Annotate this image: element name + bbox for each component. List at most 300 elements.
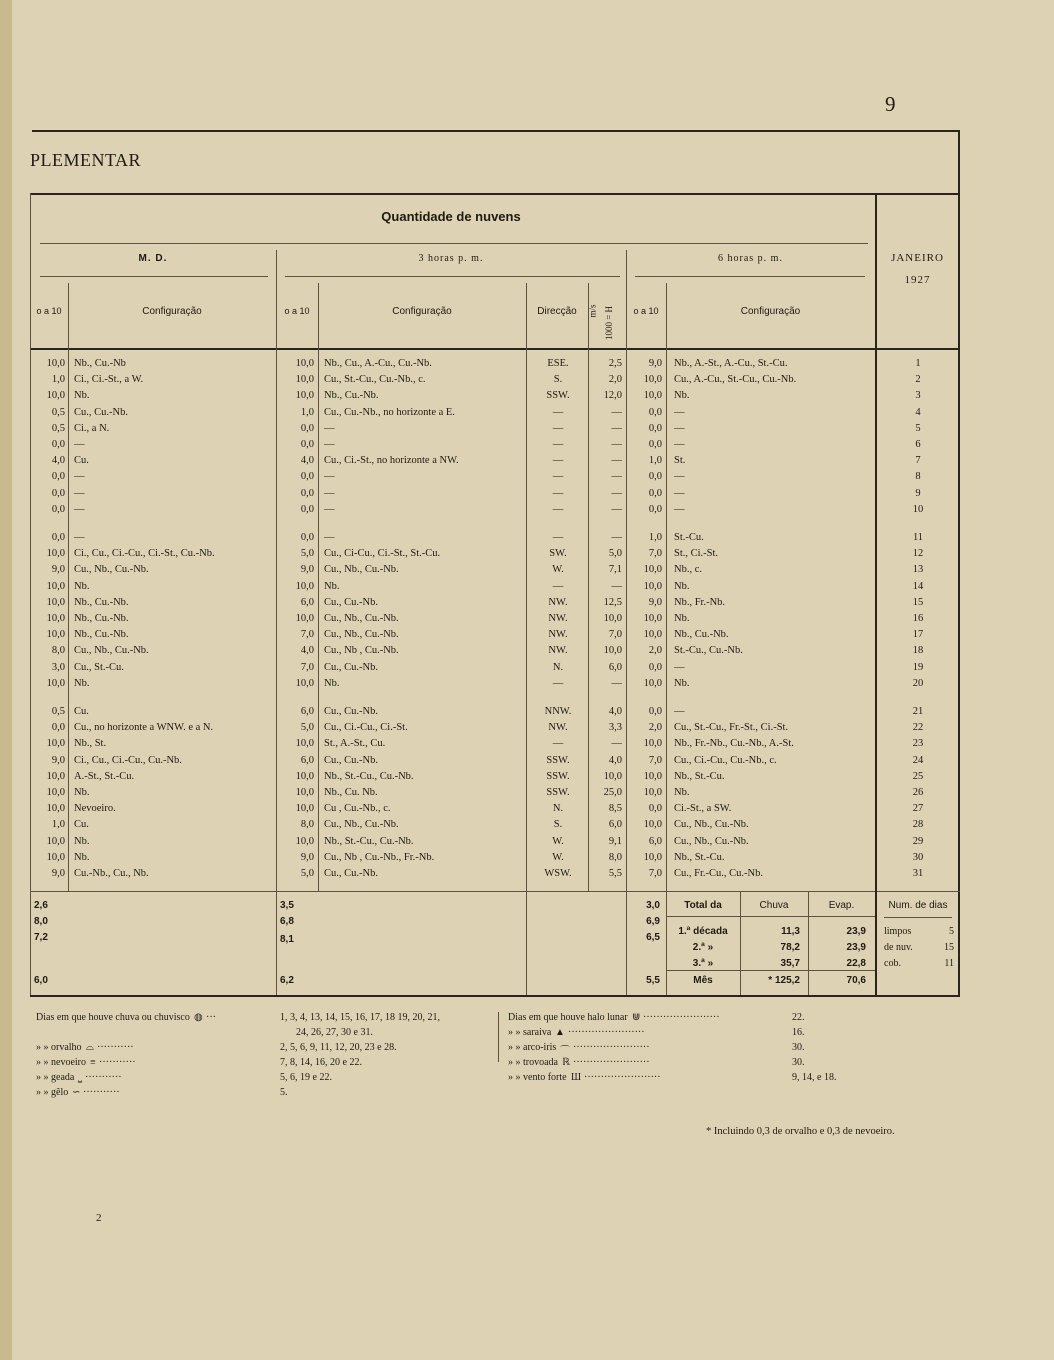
md-configuration: Cu., Cu.-Nb. xyxy=(74,406,128,418)
table-row xyxy=(0,868,1042,884)
wind-speed: 9,1 xyxy=(608,835,622,847)
day-number: 24 xyxy=(912,754,924,766)
h3-configuration: Cu., Ci-Cu., Ci.-St., St.-Cu. xyxy=(324,548,441,560)
title-underline xyxy=(40,243,868,244)
h3-value: 5,0 xyxy=(300,868,314,879)
h6-value: 9,0 xyxy=(648,596,662,608)
wind-speed: — xyxy=(611,455,622,467)
md-value: 4,0 xyxy=(51,455,65,467)
note-symbol-icon: ⌓ xyxy=(86,1042,94,1053)
h3-decade-1-mean: 3,5 xyxy=(280,900,294,911)
day-number: 12 xyxy=(912,548,924,560)
md-decade-2-mean: 8,0 xyxy=(34,916,48,927)
wind-speed: — xyxy=(611,422,622,434)
totals-chuva: 35,7 xyxy=(780,958,800,969)
md-month-mean: 6,0 xyxy=(34,975,48,986)
note-leader: ··· xyxy=(206,1012,216,1023)
md-value: 10,0 xyxy=(46,596,65,608)
note-symbol-icon: ◍ xyxy=(194,1012,203,1023)
note-label: » » gêlo xyxy=(36,1087,69,1098)
md-configuration: Nb., Cu.-Nb. xyxy=(74,596,129,608)
h3-value: 0,0 xyxy=(300,471,314,483)
wind-direction: — xyxy=(552,580,564,592)
wind-direction: — xyxy=(552,406,564,418)
table-row xyxy=(0,532,1042,548)
md-configuration: Nb., Cu.-Nb. xyxy=(74,613,129,624)
note-value: 9, 14, e 18. xyxy=(792,1072,837,1083)
md-configuration: Nb. xyxy=(74,851,90,863)
h3-value: 10,0 xyxy=(295,835,314,847)
h6-value: 10,0 xyxy=(643,580,662,592)
md-configuration: — xyxy=(74,503,85,515)
h3-value: 7,0 xyxy=(300,629,314,641)
h3-configuration: — xyxy=(324,439,335,450)
md-configuration: Ci., a N. xyxy=(74,422,110,434)
day-number: 16 xyxy=(912,613,924,624)
h6-decade-2-mean: 6,9 xyxy=(646,916,660,927)
day-number: 8 xyxy=(915,471,921,483)
h3-configuration: — xyxy=(324,532,335,543)
note-label: » » geada xyxy=(36,1072,75,1083)
h3-value: 10,0 xyxy=(295,770,314,782)
md-value: 1,0 xyxy=(51,374,65,386)
h3-value: 6,0 xyxy=(300,706,314,717)
note-label: » » trovoada xyxy=(508,1057,558,1068)
md-value: 10,0 xyxy=(46,677,65,689)
h6-decade-3-mean: 6,5 xyxy=(646,932,660,943)
wind-direction: S. xyxy=(553,374,563,386)
h3-value: 4,0 xyxy=(300,455,314,467)
wind-speed: 10,0 xyxy=(603,770,622,782)
day-number: 25 xyxy=(912,770,924,782)
day-number: 26 xyxy=(912,787,924,798)
md-configuration: — xyxy=(74,471,85,483)
totals-label: Mês xyxy=(693,975,713,986)
wind-direction: — xyxy=(552,503,564,515)
totals-chuva: 78,2 xyxy=(780,942,800,953)
md-value: 10,0 xyxy=(46,358,65,369)
wind-direction: — xyxy=(552,455,564,467)
wind-speed: — xyxy=(611,580,622,592)
h6-configuration: Ci.-St., a SW. xyxy=(674,803,732,815)
md-value: 10,0 xyxy=(46,835,65,847)
h3-configuration: Cu., Ci.-Cu., Ci.-St. xyxy=(324,722,408,734)
h3-value: 10,0 xyxy=(295,390,314,402)
note-label: » » nevoeiro xyxy=(36,1057,86,1068)
h3-value: 4,0 xyxy=(300,645,314,657)
md-configuration: Cu. xyxy=(74,706,89,717)
wind-direction: SSW. xyxy=(546,770,570,782)
table-bottom-rule xyxy=(30,995,960,997)
totals-label: 1.ª década xyxy=(678,926,728,937)
note-leader: ··········· xyxy=(97,1042,134,1053)
h6-value: 7,0 xyxy=(648,868,662,879)
h3-configuration: Cu., Nb , Cu.-Nb. xyxy=(324,645,399,657)
h3-configuration: Cu., Nb., Cu.-Nb. xyxy=(324,819,399,831)
wind-direction: — xyxy=(552,677,564,689)
table-row xyxy=(0,390,1042,406)
md-value: 1,0 xyxy=(51,819,65,831)
md-configuration: Nb. xyxy=(74,677,90,689)
wind-direction: N. xyxy=(552,803,564,815)
days-header-rule xyxy=(884,917,952,918)
h6-value: 10,0 xyxy=(643,819,662,831)
h3-value: 0,0 xyxy=(300,422,314,434)
day-number: 22 xyxy=(912,722,924,734)
day-number: 17 xyxy=(912,629,924,641)
md-configuration: Nb. xyxy=(74,787,90,798)
wind-direction: SW. xyxy=(549,548,567,560)
wind-direction: — xyxy=(552,439,564,450)
wind-direction: NW. xyxy=(548,596,568,608)
totals-chuva: * 125,2 xyxy=(768,975,800,986)
days-label: cob. xyxy=(884,958,901,969)
h6-configuration: St.-Cu., Cu.-Nb. xyxy=(674,645,743,657)
totals-header-total: Total da xyxy=(684,900,722,911)
note-label: Dias em que houve halo lunar xyxy=(508,1012,628,1023)
day-number: 28 xyxy=(912,819,924,831)
h6-value: 1,0 xyxy=(648,455,662,467)
days-count: 5 xyxy=(949,926,954,937)
wind-speed: — xyxy=(611,677,622,689)
day-number: 20 xyxy=(912,677,924,689)
table-row xyxy=(0,374,1042,390)
day-number: 9 xyxy=(915,487,921,499)
h6-configuration: Nb., Cu.-Nb. xyxy=(674,629,729,641)
note-value: 30. xyxy=(792,1042,805,1053)
h6-value: 7,0 xyxy=(648,754,662,766)
h6-configuration: Cu., Fr.-Cu., Cu.-Nb. xyxy=(674,868,763,879)
h6-configuration: Nb., A.-St., A.-Cu., St.-Cu. xyxy=(674,358,788,369)
summary-top-rule xyxy=(30,891,960,892)
note-symbol-icon: ⎵ xyxy=(78,1072,82,1083)
wind-speed: — xyxy=(611,439,622,450)
h6-configuration: — xyxy=(674,503,685,515)
h3-value: 0,0 xyxy=(300,532,314,543)
table-row xyxy=(0,803,1042,819)
h6-configuration: St.-Cu. xyxy=(674,532,704,543)
h6-configuration: Cu., St.-Cu., Fr.-St., Ci.-St. xyxy=(674,722,789,734)
notes-divider xyxy=(498,1012,499,1062)
wind-speed: 10,0 xyxy=(603,613,622,624)
h3-month-mean: 6,2 xyxy=(280,975,294,986)
day-number: 10 xyxy=(912,503,924,515)
h3-configuration: Cu., Cu.-Nb. xyxy=(324,661,378,673)
h6-value: 10,0 xyxy=(643,851,662,863)
h3-underline xyxy=(285,276,620,277)
h3-value: 10,0 xyxy=(295,580,314,592)
h3-configuration: Cu., Nb., Cu.-Nb. xyxy=(324,629,399,641)
h3-value: 10,0 xyxy=(295,358,314,369)
h6-configuration: Nb. xyxy=(674,613,690,624)
h6-value: 7,0 xyxy=(648,548,662,560)
md-value: 9,0 xyxy=(51,754,65,766)
table-row xyxy=(0,439,1042,455)
h3-configuration: Cu., Cu.-Nb. xyxy=(324,706,378,717)
h3-value: 9,0 xyxy=(300,851,314,863)
h3-value: 10,0 xyxy=(295,374,314,386)
h3-configuration: Cu , Cu.-Nb., c. xyxy=(324,803,391,815)
day-number: 11 xyxy=(912,532,924,543)
h6-configuration: — xyxy=(674,706,685,717)
h3-configuration: Nb., Cu.-Nb. xyxy=(324,390,379,402)
year-header: 1927 xyxy=(904,274,931,286)
h6-value: 0,0 xyxy=(648,487,662,499)
md-value: 10,0 xyxy=(46,787,65,798)
h3-value: 10,0 xyxy=(295,787,314,798)
h3-configuration: Cu., St.-Cu., Cu.-Nb., c. xyxy=(324,374,426,386)
h6-configuration: — xyxy=(674,661,685,673)
h6-configuration: St., Ci.-St. xyxy=(674,548,719,560)
h3-value: 6,0 xyxy=(300,596,314,608)
wind-speed: 7,0 xyxy=(608,629,622,641)
table-row xyxy=(0,358,1042,374)
table-title: Quantidade de nuvens xyxy=(381,209,521,224)
wind-speed: 4,0 xyxy=(608,706,622,717)
wind-direction: S. xyxy=(553,819,563,831)
table-row xyxy=(0,629,1042,645)
md-value: 0,0 xyxy=(51,439,65,450)
md-value: 10,0 xyxy=(46,803,65,815)
days-label: de nuv. xyxy=(884,942,913,953)
h6-value: 0,0 xyxy=(648,803,662,815)
totals-header-rule xyxy=(666,916,875,917)
table-row xyxy=(0,581,1042,597)
table-row xyxy=(0,597,1042,613)
h6-configuration: Nb., Fr.-Nb., Cu.-Nb., A.-St. xyxy=(674,738,794,750)
md-scale-header: o a 10 xyxy=(36,306,62,316)
md-configuration: Cu., St.-Cu. xyxy=(74,661,124,673)
h6-value: 10,0 xyxy=(643,390,662,402)
note-value: 24, 26, 27, 30 e 31. xyxy=(296,1027,373,1038)
h3-value: 6,0 xyxy=(300,754,314,766)
wind-direction: NW. xyxy=(548,629,568,641)
table-row xyxy=(0,471,1042,487)
wind-speed: 5,0 xyxy=(608,548,622,560)
note-label: » » arco-iris xyxy=(508,1042,557,1053)
md-configuration: Cu.-Nb., Cu., Nb. xyxy=(74,868,149,879)
h6-configuration: Nb., c. xyxy=(674,564,702,576)
h3-configuration: Cu., Nb , Cu.-Nb., Fr.-Nb. xyxy=(324,851,435,863)
md-configuration: Ci., Cu., Ci.-Cu., Ci.-St., Cu.-Nb. xyxy=(74,548,215,560)
h3-configuration: Cu., Cu.-Nb. xyxy=(324,868,378,879)
day-number: 29 xyxy=(912,835,924,847)
h6-value: 10,0 xyxy=(643,629,662,641)
h6-configuration: Nb. xyxy=(674,677,690,689)
day-number: 5 xyxy=(915,422,921,434)
md-value: 10,0 xyxy=(46,613,65,624)
day-number: 19 xyxy=(912,661,924,673)
h6-value: 0,0 xyxy=(648,439,662,450)
table-row xyxy=(0,645,1042,661)
day-number: 21 xyxy=(912,706,924,717)
totals-evap: 22,8 xyxy=(846,958,866,969)
note-value: 16. xyxy=(792,1027,805,1038)
h6-configuration: Cu., Ci.-Cu., Cu.-Nb., c. xyxy=(674,754,777,766)
h3-configuration: Cu., Cu.-Nb. xyxy=(324,596,378,608)
note-leader: ······················· xyxy=(573,1057,650,1068)
h3-configuration: Cu., Ci.-St., no horizonte a NW. xyxy=(324,455,459,467)
note-symbol-icon: ▲ xyxy=(555,1027,565,1038)
note-label: Dias em que houve chuva ou chuvisco xyxy=(36,1012,190,1023)
wind-direction: — xyxy=(552,532,564,543)
wind-direction: — xyxy=(552,422,564,434)
day-number: 31 xyxy=(912,868,924,879)
direction-header: Direcção xyxy=(537,306,577,317)
table-row xyxy=(0,407,1042,423)
h6-configuration: Nb. xyxy=(674,390,690,402)
table-row xyxy=(0,678,1042,694)
h3-value: 9,0 xyxy=(300,564,314,576)
table-row xyxy=(0,755,1042,771)
table-row xyxy=(0,722,1042,738)
note-value: 30. xyxy=(792,1057,805,1068)
day-number: 18 xyxy=(912,645,924,657)
table-row xyxy=(0,852,1042,868)
wind-speed: 12,5 xyxy=(603,596,622,608)
wind-direction: NW. xyxy=(548,613,568,624)
h6-value: 10,0 xyxy=(643,787,662,798)
h6-configuration: — xyxy=(674,422,685,434)
wind-speed: — xyxy=(611,406,622,418)
note-label: » » saraiva xyxy=(508,1027,552,1038)
wind-speed: 12,0 xyxy=(603,390,622,402)
h3-configuration: Cu., Cu.-Nb., no horizonte a E. xyxy=(324,406,455,418)
h3-value: 8,0 xyxy=(300,819,314,831)
wind-direction: NNW. xyxy=(544,706,572,717)
md-value: 9,0 xyxy=(51,564,65,576)
md-value: 0,5 xyxy=(51,406,65,418)
wind-direction: W. xyxy=(552,835,564,847)
day-number: 4 xyxy=(915,406,921,418)
h3-configuration: — xyxy=(324,422,335,434)
wind-speed: 8,0 xyxy=(608,851,622,863)
h6-value: 0,0 xyxy=(648,422,662,434)
h3-configuration: — xyxy=(324,471,335,483)
md-value: 10,0 xyxy=(46,629,65,641)
md-value: 10,0 xyxy=(46,548,65,560)
h6-value: 6,0 xyxy=(648,835,662,847)
h3-value: 5,0 xyxy=(300,548,314,560)
md-config-header: Configuração xyxy=(142,306,202,317)
h3-configuration: Nb., St.-Cu., Cu.-Nb. xyxy=(324,770,414,782)
h3-value: 0,0 xyxy=(300,487,314,499)
wind-speed: 2,5 xyxy=(608,358,622,369)
note-label: » » vento forte xyxy=(508,1072,567,1083)
wind-direction: W. xyxy=(552,564,564,576)
md-configuration: Nb. xyxy=(74,835,90,847)
h3-value: 0,0 xyxy=(300,439,314,450)
h6-value: 0,0 xyxy=(648,661,662,673)
wind-direction: WSW. xyxy=(544,868,572,879)
h3-configuration: Nb. xyxy=(324,580,340,592)
h6-value: 10,0 xyxy=(643,770,662,782)
h6-configuration: Nb., Fr.-Nb. xyxy=(674,596,726,608)
md-value: 10,0 xyxy=(46,580,65,592)
table-row xyxy=(0,488,1042,504)
md-value: 0,0 xyxy=(51,487,65,499)
table-row xyxy=(0,787,1042,803)
table-row xyxy=(0,738,1042,754)
wind-direction: SSW. xyxy=(546,754,570,766)
wind-direction: — xyxy=(552,487,564,499)
wind-speed: 5,5 xyxy=(608,868,622,879)
h6-value: 10,0 xyxy=(643,677,662,689)
md-value: 0,0 xyxy=(51,503,65,515)
note-leader: ······················· xyxy=(573,1042,650,1053)
h6-value: 10,0 xyxy=(643,564,662,576)
table-row xyxy=(0,564,1042,580)
h3-configuration: St., A.-St., Cu. xyxy=(324,738,386,750)
h6-underline xyxy=(635,276,865,277)
note-leader: ··········· xyxy=(83,1087,120,1098)
md-configuration: A.-St., St.-Cu. xyxy=(74,770,135,782)
h3-value: 10,0 xyxy=(295,613,314,624)
h6-configuration: Cu., Nb., Cu.-Nb. xyxy=(674,819,749,831)
wind-direction: — xyxy=(552,738,564,750)
h3-value: 1,0 xyxy=(300,406,314,418)
top-rule xyxy=(32,130,960,132)
day-number: 7 xyxy=(915,455,921,467)
totals-evap: 70,6 xyxy=(846,975,866,986)
day-number: 3 xyxy=(915,390,921,402)
h6-configuration: Nb., St.-Cu. xyxy=(674,770,725,782)
note-symbol-icon: ℝ xyxy=(562,1057,570,1068)
wind-speed: 3,3 xyxy=(608,722,622,734)
h3-configuration: Cu., Nb., Cu.-Nb. xyxy=(324,613,399,624)
md-value: 3,0 xyxy=(51,661,65,673)
wind-speed: — xyxy=(611,503,622,515)
note-symbol-icon: ≡ xyxy=(90,1057,96,1068)
day-number: 14 xyxy=(912,580,924,592)
day-number: 23 xyxy=(912,738,924,750)
page-heading: PLEMENTAR xyxy=(30,150,142,170)
sheet-mark: 2 xyxy=(96,1212,102,1224)
table-row xyxy=(0,771,1042,787)
note-value: 5, 6, 19 e 22. xyxy=(280,1072,332,1083)
table-row xyxy=(0,613,1042,629)
table-row xyxy=(0,423,1042,439)
wind-speed: — xyxy=(611,738,622,750)
days-count: 11 xyxy=(944,958,954,969)
note-leader: ··········· xyxy=(99,1057,136,1068)
table-row xyxy=(0,548,1042,564)
h6-group-header: 6 horas p. m. xyxy=(718,253,783,264)
totals-evap: 23,9 xyxy=(846,942,866,953)
totals-chuva: 11,3 xyxy=(781,926,800,937)
day-number: 27 xyxy=(912,803,924,815)
md-value: 0,0 xyxy=(51,722,65,734)
h6-configuration: Nb., St.-Cu. xyxy=(674,851,725,863)
wind-speed: — xyxy=(611,487,622,499)
md-configuration: Cu. xyxy=(74,455,89,467)
md-configuration: Nb. xyxy=(74,390,90,402)
h3-configuration: Cu., Cu.-Nb. xyxy=(324,754,378,766)
h3-value: 10,0 xyxy=(295,677,314,689)
h6-value: 0,0 xyxy=(648,471,662,483)
h3-decade-3-mean: 8,1 xyxy=(280,934,294,945)
md-value: 10,0 xyxy=(46,738,65,750)
md-configuration: — xyxy=(74,532,85,543)
h6-value: 2,0 xyxy=(648,722,662,734)
day-number: 2 xyxy=(915,374,921,386)
h6-configuration: St. xyxy=(674,455,686,467)
h6-value: 10,0 xyxy=(643,613,662,624)
md-configuration: Cu. xyxy=(74,819,89,831)
note-value: 1, 3, 4, 13, 14, 15, 16, 17, 18 19, 20, 21, xyxy=(280,1012,440,1023)
md-configuration: Cu., Nb., Cu.-Nb. xyxy=(74,645,149,657)
md-value: 10,0 xyxy=(46,770,65,782)
